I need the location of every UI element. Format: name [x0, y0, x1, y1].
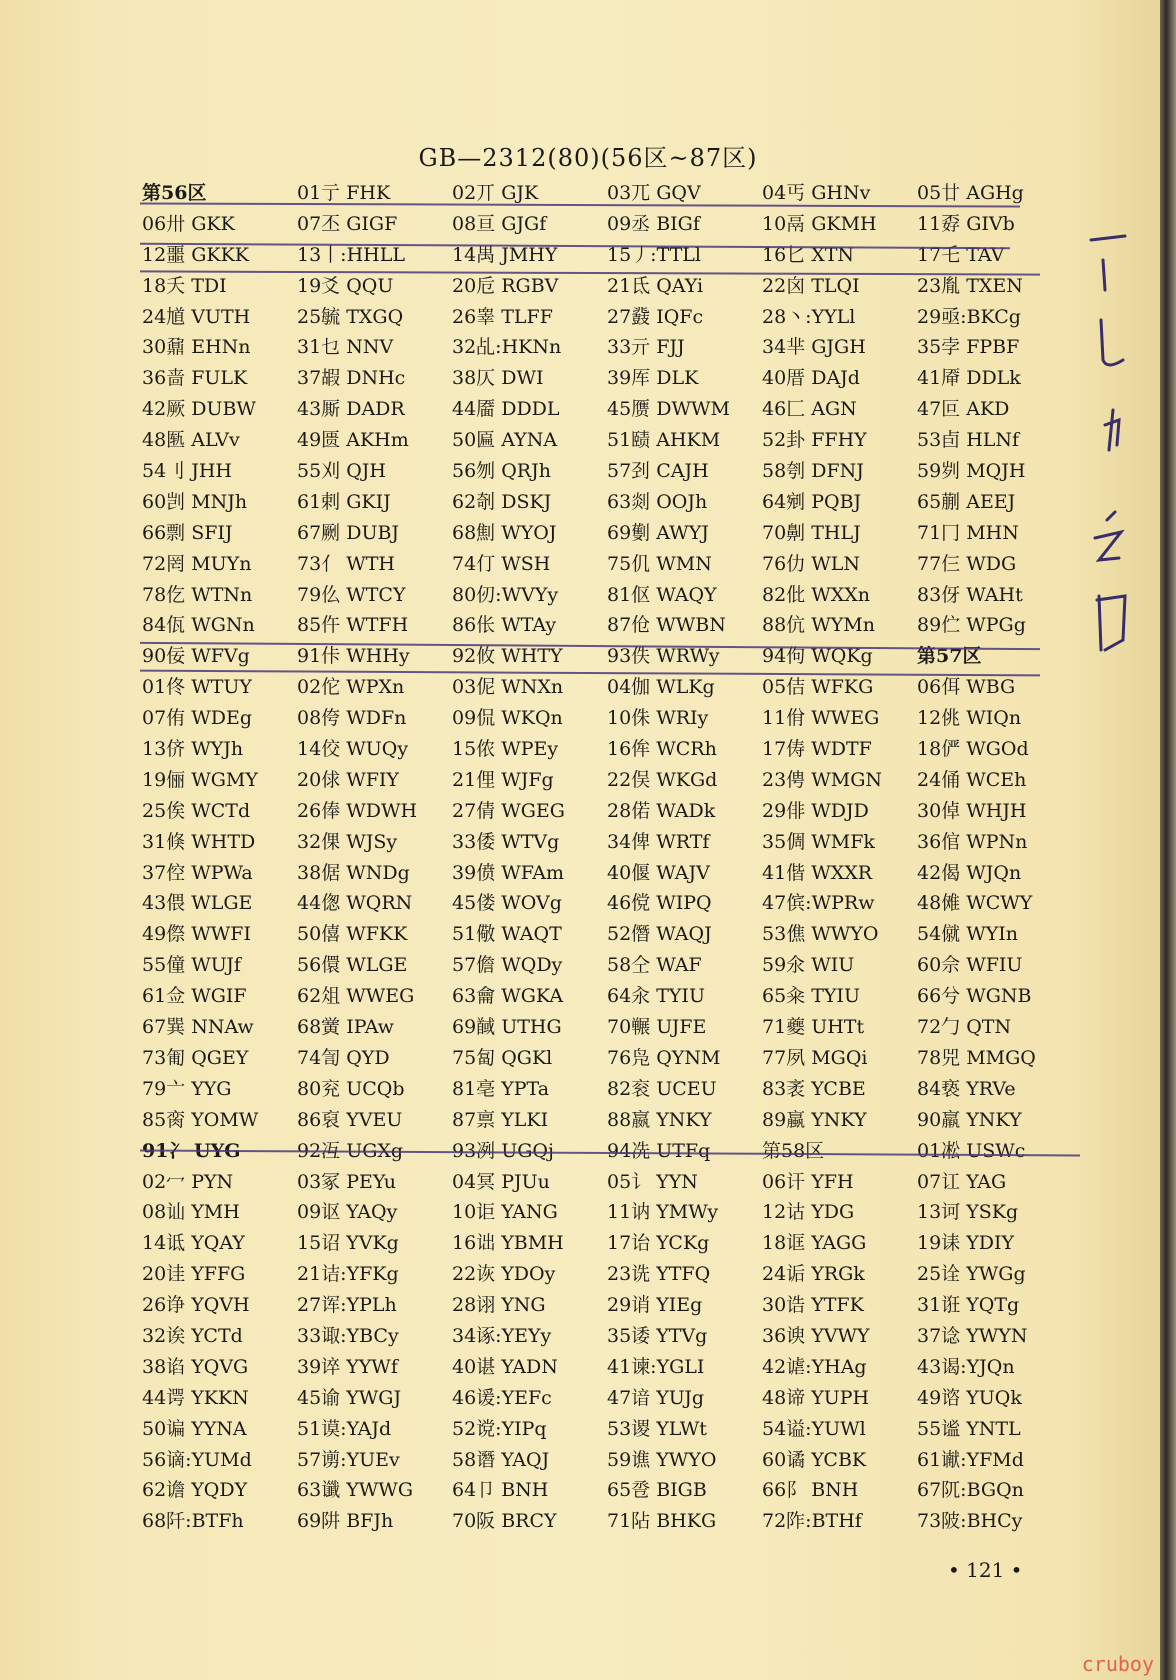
code-entry: 67巽 NNAw: [142, 1016, 254, 1039]
code-entry: 39厍 DLK: [607, 367, 699, 390]
code-entry: 07侑 WDEg: [142, 707, 253, 730]
code-entry: 76仂 WLN: [762, 552, 860, 575]
book-spine: [1160, 0, 1176, 1680]
code-entry: 24馗 VUTH: [142, 305, 251, 328]
code-entry: 61谳:YFMd: [917, 1448, 1024, 1471]
code-entry: 33倭 WTVg: [452, 830, 560, 853]
code-entry: 33亓 FJJ: [607, 336, 685, 359]
code-entry: 58刳 DFNJ: [762, 460, 864, 483]
code-entry: 80仞:WVYy: [452, 583, 559, 606]
code-entry: 53卣 HLNf: [917, 429, 1020, 452]
code-entry: 92攸 WHTY: [452, 645, 563, 668]
code-entry: 73陂:BHCy: [917, 1510, 1023, 1533]
code-entry: 89蠃 YNKY: [762, 1108, 867, 1131]
code-entry: 02佗 WPXn: [297, 676, 405, 699]
code-entry: 62谵 YQDY: [142, 1479, 248, 1502]
code-entry: 88嬴 YNKY: [607, 1108, 712, 1131]
code-entry: 88伉 WYMn: [762, 614, 875, 637]
code-entry: 08亘 GJGf: [452, 212, 547, 235]
code-entry: 92冱 UGXg: [297, 1139, 404, 1162]
code-entry: 18诓 YAGG: [762, 1232, 867, 1255]
code-entry: 56刎 QRJh: [452, 460, 551, 483]
code-entry: 22俣 WKGd: [607, 768, 718, 791]
code-entry: 58谮 YAQJ: [452, 1448, 550, 1471]
code-entry: 41偕 WXXR: [762, 861, 873, 884]
code-entry: 34俾 WRTf: [607, 830, 710, 853]
code-entry: 21诘:YFKg: [297, 1263, 399, 1286]
code-entry: 83伢 WAHt: [917, 583, 1023, 606]
code-entry: 37嘏 DNHc: [297, 367, 406, 390]
code-entry: 32倮 WJSy: [297, 830, 398, 853]
code-entry: 61佥 WGIF: [142, 985, 247, 1008]
code-entry: 21氐 QAYi: [607, 274, 704, 297]
code-entry: 52僭 WAQJ: [607, 923, 712, 946]
code-entry: 23胤 TXEN: [917, 274, 1023, 297]
code-entry: 67阢:BGQn: [917, 1479, 1024, 1502]
code-entry: 36倌 WPNn: [917, 830, 1028, 853]
code-entry: 15侬 WPEy: [452, 738, 559, 761]
code-entry: 70劓 THLJ: [762, 521, 861, 544]
code-entry: 06讦 YFH: [762, 1170, 854, 1193]
code-entry: 76凫 QYNM: [607, 1046, 721, 1069]
code-entry: 72勹 QTN: [917, 1016, 1012, 1039]
code-entry: 01亍 FHK: [297, 182, 391, 204]
code-entry: 36啬 FULK: [142, 367, 248, 390]
code-entry: 第58区: [762, 1139, 825, 1162]
code-entry: 64卩 BNH: [452, 1479, 549, 1502]
code-entry: 84佤 WGNn: [142, 614, 255, 637]
code-entry: 56谪:YUMd: [142, 1448, 252, 1471]
code-entry: 71阽 BHKG: [607, 1510, 717, 1533]
code-entry: 41厣 DDLk: [917, 367, 1021, 390]
code-entry: 31乜 NNV: [297, 336, 394, 359]
code-entry: 09丞 BIGf: [607, 212, 700, 235]
code-entry: 60剀 MNJh: [142, 490, 248, 513]
code-entry: 24俑 WCEh: [917, 768, 1027, 791]
code-entry: 23诜 YTFQ: [607, 1263, 711, 1286]
code-entry: 16匕 XTN: [762, 243, 855, 266]
code-entry: 14禺 JMHY: [452, 243, 558, 266]
code-entry: 52卦 FFHY: [762, 429, 867, 452]
code-entry: 53谡 YLWt: [607, 1417, 707, 1440]
code-entry: 48傩 WCWY: [917, 892, 1033, 915]
code-entry: 66剽 SFIJ: [142, 521, 233, 544]
code-entry: 16诎 YBMH: [452, 1232, 564, 1255]
code-entry: 20诖 YFFG: [142, 1263, 246, 1286]
code-entry: 56儇 WLGE: [297, 954, 408, 977]
code-entry: 50匾 AYNA: [452, 429, 558, 452]
code-entry: 30诰 YTFK: [762, 1294, 864, 1317]
code-entry: 13丨:HHLL: [297, 243, 405, 266]
code-entry: 44谔 YKKN: [142, 1386, 249, 1409]
code-entry: 59谯 YWYO: [607, 1448, 717, 1471]
code-entry: 63龠 WGKA: [452, 985, 564, 1008]
code-entry: 71冂 MHN: [917, 521, 1019, 544]
code-entry: 48谛 YUPH: [762, 1386, 870, 1409]
code-entry: 50僖 WFKK: [297, 923, 408, 946]
code-entry: 44靥 DDDL: [452, 398, 560, 421]
code-entry: 06佴 WBG: [917, 676, 1016, 699]
code-entry: 43谒:YJQn: [917, 1355, 1015, 1378]
code-entry: 11佾 WWEG: [762, 707, 880, 730]
code-entry: 80兖 UCQb: [297, 1077, 405, 1100]
section-heading: 第57区: [917, 645, 982, 668]
code-entry: 65籴 TYIU: [762, 985, 860, 1008]
code-entry: 30鼐 EHNn: [142, 336, 251, 359]
code-entry: 43厮 DADR: [297, 398, 405, 421]
code-entry: 79亠 YYG: [142, 1077, 232, 1100]
code-entry: 84亵 YRVe: [917, 1077, 1016, 1100]
code-entry: 78兕 MMGQ: [917, 1046, 1036, 1069]
code-entry: 63谶 YWWG: [297, 1479, 413, 1502]
code-entry: 68黉 IPAw: [297, 1016, 394, 1039]
code-entry: 45偻 WOVg: [452, 892, 562, 915]
code-entry: 77夙 MGQi: [762, 1046, 868, 1069]
code-entry: 37谂 YWYN: [917, 1324, 1028, 1347]
code-entry: 17诒 YCKg: [607, 1232, 710, 1255]
code-entry: 07讧 YAG: [917, 1170, 1007, 1193]
code-entry: 59刿 MQJH: [917, 460, 1026, 483]
code-entry: 82衮 UCEU: [607, 1077, 717, 1100]
code-entry: 05佶 WFKG: [762, 676, 874, 699]
code-entry: 21俚 WJFg: [452, 768, 554, 791]
code-entry: 47谙 YUJg: [607, 1386, 705, 1409]
code-entry: 83袤 YCBE: [762, 1077, 866, 1100]
code-entry: 67劂 DUBJ: [297, 521, 400, 544]
code-entry: 87伧 WWBN: [607, 614, 726, 637]
code-entry: 77仨 WDG: [917, 552, 1017, 575]
code-entry: 75仉 WMN: [607, 552, 712, 575]
code-entry: 89伫 WPGg: [917, 614, 1026, 637]
code-entry: 19俪 WGMY: [142, 768, 258, 791]
code-entry: 20卮 RGBV: [452, 274, 559, 297]
page-title: GB—2312(80)(56区~87区): [418, 144, 758, 172]
code-entry: 13诃 YSKg: [917, 1201, 1019, 1224]
code-entry: 27鼗 IQFc: [607, 305, 704, 328]
code-entry: 10讵 YANG: [452, 1201, 558, 1224]
code-entry: 69劐 AWYJ: [607, 521, 709, 544]
code-entry: 31诳 YQTg: [917, 1294, 1020, 1317]
code-entry: 04冥 PJUu: [452, 1170, 550, 1193]
code-entry: 08讪 YMH: [142, 1201, 240, 1224]
code-entry: 34诼:YEYy: [452, 1324, 552, 1347]
code-entry: 94佝 WQKg: [762, 645, 873, 668]
code-entry: 49谘 YUQk: [917, 1386, 1022, 1409]
code-entry: 15诏 YVKg: [297, 1232, 399, 1255]
code-entry: 51谟:YAJd: [297, 1417, 392, 1440]
code-entry: 02丌 GJK: [452, 182, 539, 204]
code-entry: 46谖:YEFc: [452, 1386, 552, 1409]
code-table: [142, 178, 1072, 1537]
code-entry: 86裒 YVEU: [297, 1108, 403, 1131]
code-entry: 25毓 TXGQ: [297, 305, 404, 328]
code-entry: 35倜 WMFk: [762, 830, 875, 853]
code-entry: 51赜 AHKM: [607, 429, 721, 452]
code-entry: 11讷 YMWy: [607, 1201, 719, 1224]
code-entry: 39偾 WFAm: [452, 861, 565, 884]
code-entry: 29诮 YIEg: [607, 1294, 703, 1317]
code-entry: 04丐 GHNv: [762, 182, 871, 204]
code-entry: 04伽 WLKg: [607, 676, 715, 699]
code-entry: 52谠:YIPq: [452, 1417, 547, 1440]
code-entry: 49傺 WWFI: [142, 923, 251, 946]
code-entry: 93佚 WRWy: [607, 645, 720, 668]
code-entry: 05廿 AGHg: [917, 182, 1024, 204]
code-entry: 81亳 YPTa: [452, 1077, 550, 1100]
code-entry: 79仫 WTCY: [297, 583, 406, 606]
code-entry: 45赝 DWWM: [607, 398, 730, 421]
code-entry: 13侪 WYJh: [142, 738, 244, 761]
code-entry: 07丕 GIGF: [297, 212, 398, 235]
code-entry: 94冼 UTFq: [607, 1139, 711, 1162]
code-entry: 72罔 MUYn: [142, 552, 252, 575]
code-entry: 74仃 WSH: [452, 552, 551, 575]
page-number: • 121 •: [948, 1558, 1023, 1582]
code-entry: 19诔 YDIY: [917, 1232, 1015, 1255]
code-entry: 24诟 YRGk: [762, 1263, 865, 1286]
code-entry: 27倩 WGEG: [452, 799, 565, 822]
code-entry: 42偈 WJQn: [917, 861, 1022, 884]
code-entry: 69馘 UTHG: [452, 1016, 562, 1039]
code-entry: 22诙 YDOy: [452, 1263, 556, 1286]
code-entry: 66兮 WGNB: [917, 985, 1032, 1008]
code-entry: 68劁 WYOJ: [452, 521, 557, 544]
code-entry: 03兀 GQV: [607, 182, 701, 204]
code-entry: 12诂 YDG: [762, 1201, 855, 1224]
code-entry: 03伲 WNXn: [452, 676, 564, 699]
code-entry: 02冖 PYN: [142, 1170, 234, 1193]
code-entry: 06卅 GKK: [142, 212, 235, 235]
code-entry: 55谧 YNTL: [917, 1417, 1021, 1440]
code-entry: 90羸 YNKY: [917, 1108, 1022, 1131]
code-entry: 38谄 YQVG: [142, 1355, 249, 1378]
code-entry: 78仡 WTNn: [142, 583, 253, 606]
code-entry: 53僬 WWYO: [762, 923, 879, 946]
code-entry: 25俟 WCTd: [142, 799, 251, 822]
code-entry: 31倏 WHTD: [142, 830, 256, 853]
code-entry: 28丶:YYLl: [762, 305, 856, 328]
code-entry: 16侔 WCRh: [607, 738, 717, 761]
code-entry: 28诩 YNG: [452, 1294, 546, 1317]
handwritten-note: [1085, 220, 1155, 680]
code-entry: 43偎 WLGE: [142, 892, 253, 915]
code-entry: 39谇 YYWf: [297, 1355, 398, 1378]
code-entry: 60佘 WFIU: [917, 954, 1023, 977]
code-entry: 12佻 WIQn: [917, 707, 1022, 730]
section-heading: 第56区: [142, 182, 207, 204]
code-entry: 35诿 YTVg: [607, 1324, 708, 1347]
code-entry: 12噩 GKKK: [142, 243, 249, 266]
code-entry: 90佞 WFVg: [142, 645, 250, 668]
code-entry: 25诠 YWGg: [917, 1263, 1026, 1286]
code-entry: 26睾 TLFF: [452, 305, 553, 328]
code-entry: 75匐 QGKl: [452, 1046, 553, 1069]
code-entry: 65蒯 AEEJ: [917, 490, 1016, 513]
code-entry: 32诶 YCTd: [142, 1324, 243, 1347]
code-entry: 18夭 TDI: [142, 274, 227, 297]
code-entry: 23俜 WMGN: [762, 768, 883, 791]
code-entry: 55刈 QJH: [297, 460, 386, 483]
code-entry: 29亟:BKCg: [917, 305, 1021, 328]
code-entry: 93冽 UGQj: [452, 1139, 554, 1162]
code-entry: 20俅 WFIY: [297, 768, 399, 791]
code-entry: 87禀 YLKI: [452, 1108, 549, 1131]
code-entry: 38仄 DWI: [452, 367, 544, 390]
code-entry: 27诨:YPLh: [297, 1294, 397, 1317]
code-entry: 72阼:BTHf: [762, 1510, 862, 1533]
code-entry: 05讠 YYN: [607, 1170, 698, 1193]
code-entry: 26俸 WDWH: [297, 799, 418, 822]
code-entry: 42厥 DUBW: [142, 398, 256, 421]
code-entry: 51儆 WAQT: [452, 923, 562, 946]
code-entry: 63剡 OOJh: [607, 490, 708, 513]
code-entry: 40谌 YADN: [452, 1355, 558, 1378]
code-entry: 74訇 QYD: [297, 1046, 390, 1069]
code-entry: 22囟 TLQI: [762, 274, 860, 297]
code-entry: 60谲 YCBK: [762, 1448, 867, 1471]
code-entry: 85脔 YOMW: [142, 1108, 259, 1131]
code-entry: 64剜 PQBJ: [762, 490, 862, 513]
code-entry: 73亻 WTH: [297, 552, 395, 575]
code-entry: 70阪 BRCY: [452, 1510, 557, 1533]
code-entry: 41谏:YGLI: [607, 1355, 705, 1378]
code-entry: 42谑:YHAg: [762, 1355, 867, 1378]
code-entry: 69阱 BFJh: [297, 1510, 394, 1533]
code-entry: 26诤 YQVH: [142, 1294, 250, 1317]
code-entry: 28偌 WADk: [607, 799, 716, 822]
code-entry: 15丿:TTLl: [607, 243, 701, 266]
code-entry: 35孛 FPBF: [917, 336, 1020, 359]
code-entry: 40偃 WAJV: [607, 861, 710, 884]
code-entry: 14诋 YQAY: [142, 1232, 245, 1255]
code-entry: 09侃 WKQn: [452, 707, 563, 730]
code-entry: 17乇 TAV: [917, 243, 1005, 266]
code-entry: 30倬 WHJH: [917, 799, 1027, 822]
code-entry: 46傥 WIPQ: [607, 892, 712, 915]
code-entry: 58仝 WAF: [607, 954, 702, 977]
code-entry: 47叵 AKD: [917, 398, 1010, 421]
code-entry: 18俨 WGOd: [917, 738, 1029, 761]
code-entry: 54谥:YUWl: [762, 1417, 866, 1440]
code-entry: 73匍 QGEY: [142, 1046, 249, 1069]
code-entry: 33诹:YBCy: [297, 1324, 399, 1347]
code-entry: 10鬲 GKMH: [762, 212, 877, 235]
code-entry: 49匮 AKHm: [297, 429, 409, 452]
code-entry: 08侉 WDFn: [297, 707, 407, 730]
code-entry: 91佧 WHHy: [297, 645, 410, 668]
code-entry: 50谝 YYNA: [142, 1417, 247, 1440]
watermark: cruboy: [1081, 1652, 1154, 1676]
code-entry: 57谫:YUEv: [297, 1448, 400, 1471]
code-entry: 40厝 DAJd: [762, 367, 860, 390]
code-entry: 10侏 WRIy: [607, 707, 709, 730]
code-entry: 34芈 GJGH: [762, 336, 866, 359]
code-entry: 57儋 WQDy: [452, 954, 563, 977]
code-entry: 82仳 WXXn: [762, 583, 871, 606]
code-entry: 66阝 BNH: [762, 1479, 859, 1502]
code-entry: 44偬 WQRN: [297, 892, 413, 915]
code-entry: 03冢 PEYu: [297, 1170, 396, 1193]
code-entry: 86伥 WTAy: [452, 614, 557, 637]
code-entry: 48匦 ALVv: [142, 429, 240, 452]
code-entry: 46匚 AGN: [762, 398, 857, 421]
code-entry: 54刂 JHH: [142, 460, 232, 483]
code-entry: 81伛 WAQY: [607, 583, 717, 606]
code-entry: 57刭 CAJH: [607, 460, 709, 483]
section-heading: 91冫 UYG: [142, 1139, 241, 1162]
code-entry: 37倥 WPWa: [142, 861, 253, 884]
code-entry: 65卺 BIGB: [607, 1479, 707, 1502]
code-entry: 45谕 YWGJ: [297, 1386, 402, 1409]
code-entry: 54僦 WYIn: [917, 923, 1019, 946]
code-entry: 01凇 USWc: [917, 1139, 1026, 1162]
code-entry: 14佼 WUQy: [297, 738, 409, 761]
code-entry: 64汆 TYIU: [607, 985, 705, 1008]
code-entry: 59氽 WIU: [762, 954, 855, 977]
code-entry: 71夔 UHTt: [762, 1016, 865, 1039]
code-entry: 47傧:WPRw: [762, 892, 875, 915]
code-entry: 68阡:BTFh: [142, 1510, 244, 1533]
code-entry: 62俎 WWEG: [297, 985, 415, 1008]
code-entry: 61剌 GKIJ: [297, 490, 391, 513]
code-entry: 85仵 WTFH: [297, 614, 409, 637]
code-entry: 62剞 DSKJ: [452, 490, 552, 513]
code-entry: 09讴 YAQy: [297, 1201, 398, 1224]
code-entry: 17俦 WDTF: [762, 738, 872, 761]
code-entry: 01佟 WTUY: [142, 676, 252, 699]
code-entry: 55僮 WUJf: [142, 954, 241, 977]
code-entry: 32乩:HKNn: [452, 336, 562, 359]
code-entry: 19爻 QQU: [297, 274, 394, 297]
code-entry: 70冁 UJFE: [607, 1016, 707, 1039]
code-entry: 29俳 WDJD: [762, 799, 869, 822]
code-entry: 36谀 YVWY: [762, 1324, 870, 1347]
code-entry: 38倨 WNDg: [297, 861, 410, 884]
code-entry: 11孬 GIVb: [917, 212, 1015, 235]
